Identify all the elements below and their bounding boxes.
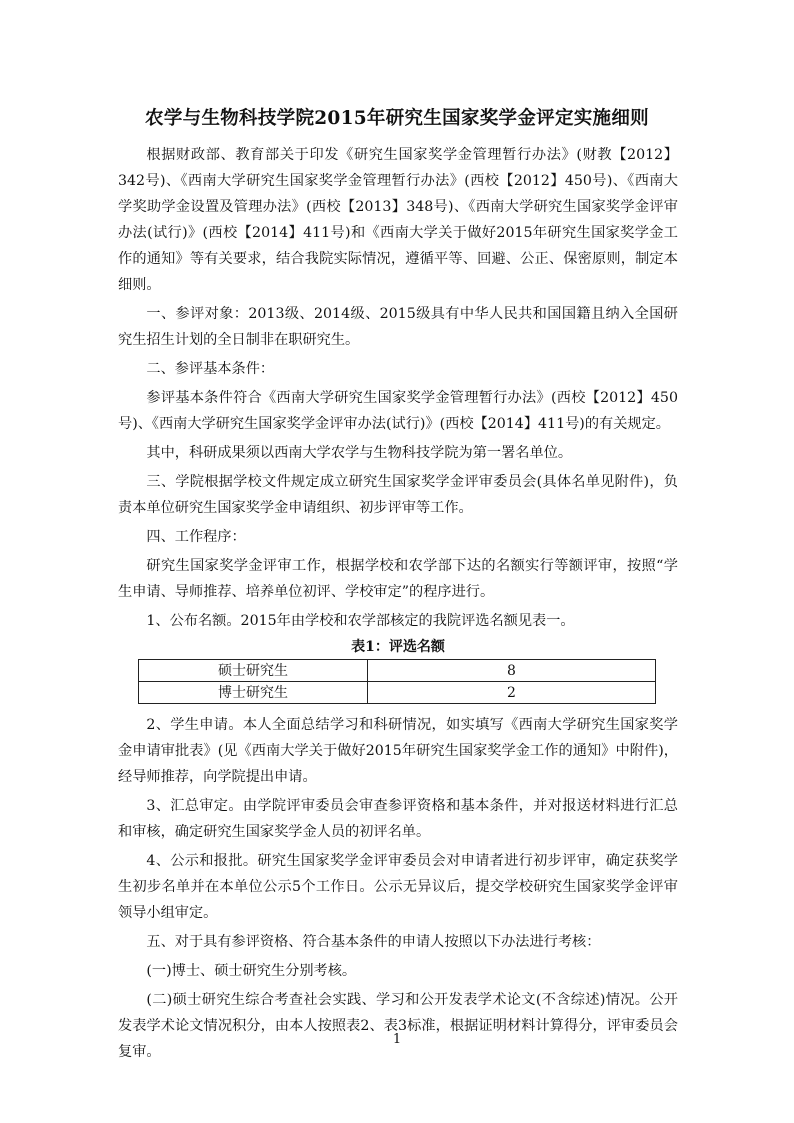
paragraph-assessment-heading: 五、对于具有参评资格、符合基本条件的申请人按照以下办法进行考核： bbox=[146, 934, 601, 950]
paragraph-procedure: 研究生国家奖学金评审工作，根据学校和农学部下达的名额实行等额评审，按照“学生申请、导师推荐、培养单位初评、学校审定”的程序进行。 bbox=[118, 558, 678, 600]
paragraph-review: 3、汇总审定。由学院评审委员会审查参评资格和基本条件，并对报送材料进行汇总和审核，确定研究生国家奖学金人员的初评名单。 bbox=[118, 798, 678, 840]
paragraph-eligibility: 一、参评对象：2013级、2014级、2015级具有中华人民共和国国籍且纳入全国研究生招生计划的全日制非在职研究生。 bbox=[118, 306, 678, 348]
document-body bbox=[118, 142, 678, 1068]
quota-table bbox=[138, 659, 656, 704]
paragraph-procedure-heading: 四、工作程序： bbox=[146, 529, 246, 545]
table-row bbox=[139, 660, 656, 682]
paragraph-quota: 1、公布名额。2015年由学校和农学部核定的我院评选名额见表一。 bbox=[146, 613, 575, 629]
table-cell-label: 博士研究生 bbox=[139, 682, 368, 704]
paragraph-research-affiliation: 其中，科研成果须以西南大学农学与生物科技学院为第一署名单位。 bbox=[146, 445, 573, 461]
paragraph-publicity: 4、公示和报批。研究生国家奖学金评审委员会对申请者进行初步评审，确定获奖学生初步名单并在本单位公示5个工作日。公示无异议后，提交学校研究生国家奖学金评审领导小组审定。 bbox=[118, 853, 678, 921]
paragraph-application: 2、学生申请。本人全面总结学习和科研情况，如实填写《西南大学研究生国家奖学金申请审批表》(见《西南大学关于做好2015年研究生国家奖学金工作的通知》中附件)，经导师推荐，向学院提出申请。 bbox=[118, 717, 678, 785]
table-cell-value: 8 bbox=[368, 660, 656, 682]
paragraph-conditions-heading: 二、参评基本条件： bbox=[146, 361, 275, 377]
table-caption: 表1：评选名额 bbox=[351, 639, 445, 655]
table-cell-label: 硕士研究生 bbox=[139, 660, 368, 682]
paragraph-conditions: 参评基本条件符合《西南大学研究生国家奖学金管理暂行办法》(西校【2012】450号)、《西南大学研究生国家奖学金评审办法(试行)》(西校【2014】411号)的有关规定。 bbox=[118, 390, 678, 432]
page-number: 1 bbox=[392, 1032, 402, 1047]
document-title: 农学与生物科技学院2015年研究生国家奖学金评定实施细则 bbox=[145, 108, 649, 129]
paragraph-assessment-2: (二)硕士研究生综合考查社会实践、学习和公开发表学术论文(不含综述)情况。公开发表学术论文情况积分，由本人按照表2、表3标准，根据证明材料计算得分，评审委员会复审。 bbox=[118, 992, 678, 1060]
table-row bbox=[139, 682, 656, 704]
paragraph-assessment-1: (一)博士、硕士研究生分别考核。 bbox=[146, 963, 357, 979]
paragraph-committee: 三、学院根据学校文件规定成立研究生国家奖学金评审委员会(具体名单见附件)，负责本单位研究生国家奖学金申请组织、初步评审等工作。 bbox=[118, 474, 678, 516]
table-cell-value: 2 bbox=[368, 682, 656, 704]
paragraph-intro: 根据财政部、教育部关于印发《研究生国家奖学金管理暂行办法》(财教【2012】342号)、《西南大学研究生国家奖学金管理暂行办法》(西校【2012】450号)、《西南大学奖助学金设置及管理办法》(西校【2013】348号)、《西南大学研究生国家奖学金评审办法(试行)》(西校【2014】411号)和《西南大学关于做好2015年研究生国家奖学金工作的通知》等有关要求，结合我院实际情况，遵循平等、回避、公正、保密原则，制定本细则。 bbox=[118, 147, 678, 293]
